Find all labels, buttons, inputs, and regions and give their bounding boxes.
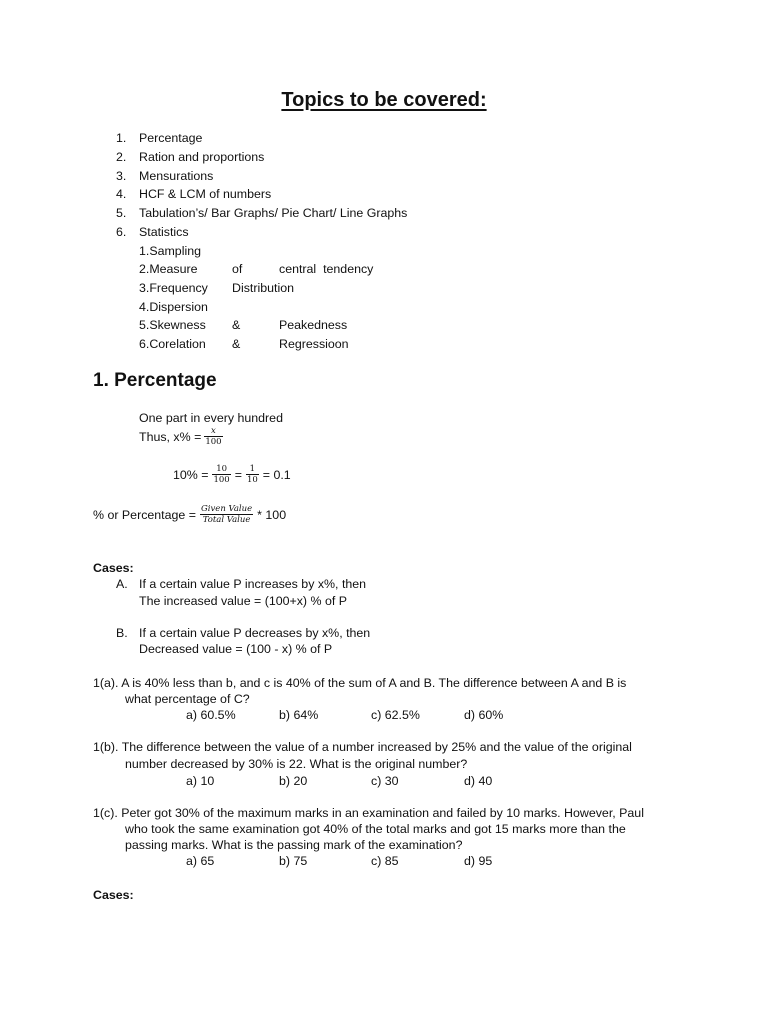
- question-text: 1(b). The difference between the value of a number increased by 25% and the value of the original: [93, 740, 632, 754]
- answer-option: b) 75: [279, 854, 308, 868]
- list-number: 3.: [116, 169, 127, 183]
- sublist-word: &: [232, 318, 241, 332]
- case-label: B.: [116, 626, 128, 640]
- fraction: [200, 504, 253, 525]
- question-text: number decreased by 30% is 22. What is the original number?: [125, 757, 468, 771]
- fraction-numerator: 10: [212, 464, 230, 475]
- definition-text: One part in every hundred: [139, 411, 283, 425]
- list-item: HCF & LCM of numbers: [139, 187, 272, 201]
- list-item: Percentage: [139, 131, 203, 145]
- formula-percentage: [93, 504, 286, 525]
- cases-label: Cases:: [93, 561, 134, 575]
- question-text: who took the same examination got 40% of the total marks and got 15 marks more than the: [125, 822, 626, 836]
- answer-option: d) 40: [464, 774, 493, 788]
- fraction-numerator: x: [204, 426, 222, 437]
- sublist-item: 6.Corelation: [139, 337, 206, 351]
- sublist-word: &: [232, 337, 241, 351]
- answer-option: d) 95: [464, 854, 493, 868]
- fraction-denominator: 100: [213, 475, 230, 485]
- answer-option: a) 60.5%: [186, 708, 236, 722]
- formula-thus: [139, 426, 223, 447]
- fraction: [204, 426, 222, 447]
- answer-option: a) 10: [186, 774, 215, 788]
- case-text: If a certain value P decreases by x%, then: [139, 626, 371, 640]
- formula-example: [173, 464, 291, 485]
- list-number: 6.: [116, 225, 127, 239]
- list-number: 5.: [116, 206, 127, 220]
- fraction: [212, 464, 230, 485]
- sublist-word: central tendency: [279, 262, 374, 276]
- formula-label: % or Percentage =: [93, 507, 196, 522]
- case-text: Decreased value = (100 - x) % of P: [139, 642, 333, 656]
- list-item: Mensurations: [139, 169, 214, 183]
- sublist-item: 5.Skewness: [139, 318, 206, 332]
- formula-label: Thus, x% =: [139, 429, 202, 444]
- formula-label: 10% =: [173, 467, 209, 482]
- sublist-item: 3.Frequency: [139, 281, 208, 295]
- sublist-item: 2.Measure: [139, 262, 198, 276]
- equals-sign: =: [234, 467, 242, 482]
- question-text: passing marks. What is the passing mark of the examination?: [125, 838, 463, 852]
- question-text: what percentage of C?: [125, 692, 250, 706]
- sublist-word: Distribution: [232, 281, 294, 295]
- list-number: 2.: [116, 150, 127, 164]
- fraction-numerator: 1: [246, 464, 259, 475]
- question-text: 1(a). A is 40% less than b, and c is 40% of the sum of A and B. The difference between A and B is: [93, 676, 627, 690]
- fraction-denominator: Total Value: [202, 515, 251, 525]
- sublist-item: 1.Sampling: [139, 244, 201, 258]
- list-number: 1.: [116, 131, 127, 145]
- list-item: Ration and proportions: [139, 150, 265, 164]
- answer-option: b) 64%: [279, 708, 319, 722]
- fraction-denominator: 100: [205, 437, 222, 447]
- formula-result: * 100: [257, 507, 287, 522]
- fraction-denominator: 10: [246, 475, 258, 485]
- question-text: 1(c). Peter got 30% of the maximum marks in an examination and failed by 10 marks. However, Paul: [93, 806, 644, 820]
- sublist-word: of: [232, 262, 243, 276]
- page-title: Topics to be covered:: [281, 89, 487, 111]
- fraction-numerator: Given Value: [200, 504, 253, 514]
- list-item: Tabulation’s/ Bar Graphs/ Pie Chart/ Line Graphs: [139, 206, 408, 220]
- section-heading: 1. Percentage: [93, 370, 217, 391]
- fraction: [246, 464, 259, 485]
- answer-option: c) 62.5%: [371, 708, 420, 722]
- case-text: If a certain value P increases by x%, then: [139, 577, 367, 591]
- answer-option: c) 85: [371, 854, 399, 868]
- answer-option: a) 65: [186, 854, 215, 868]
- answer-option: d) 60%: [464, 708, 504, 722]
- answer-option: c) 30: [371, 774, 399, 788]
- case-text: The increased value = (100+x) % of P: [139, 594, 348, 608]
- list-number: 4.: [116, 187, 127, 201]
- answer-option: b) 20: [279, 774, 308, 788]
- cases-label: Cases:: [93, 888, 134, 902]
- formula-result: = 0.1: [262, 467, 291, 482]
- sublist-item: 4.Dispersion: [139, 300, 208, 314]
- sublist-word: Peakedness: [279, 318, 348, 332]
- list-item: Statistics: [139, 225, 189, 239]
- case-label: A.: [116, 577, 128, 591]
- sublist-word: Regressioon: [279, 337, 349, 351]
